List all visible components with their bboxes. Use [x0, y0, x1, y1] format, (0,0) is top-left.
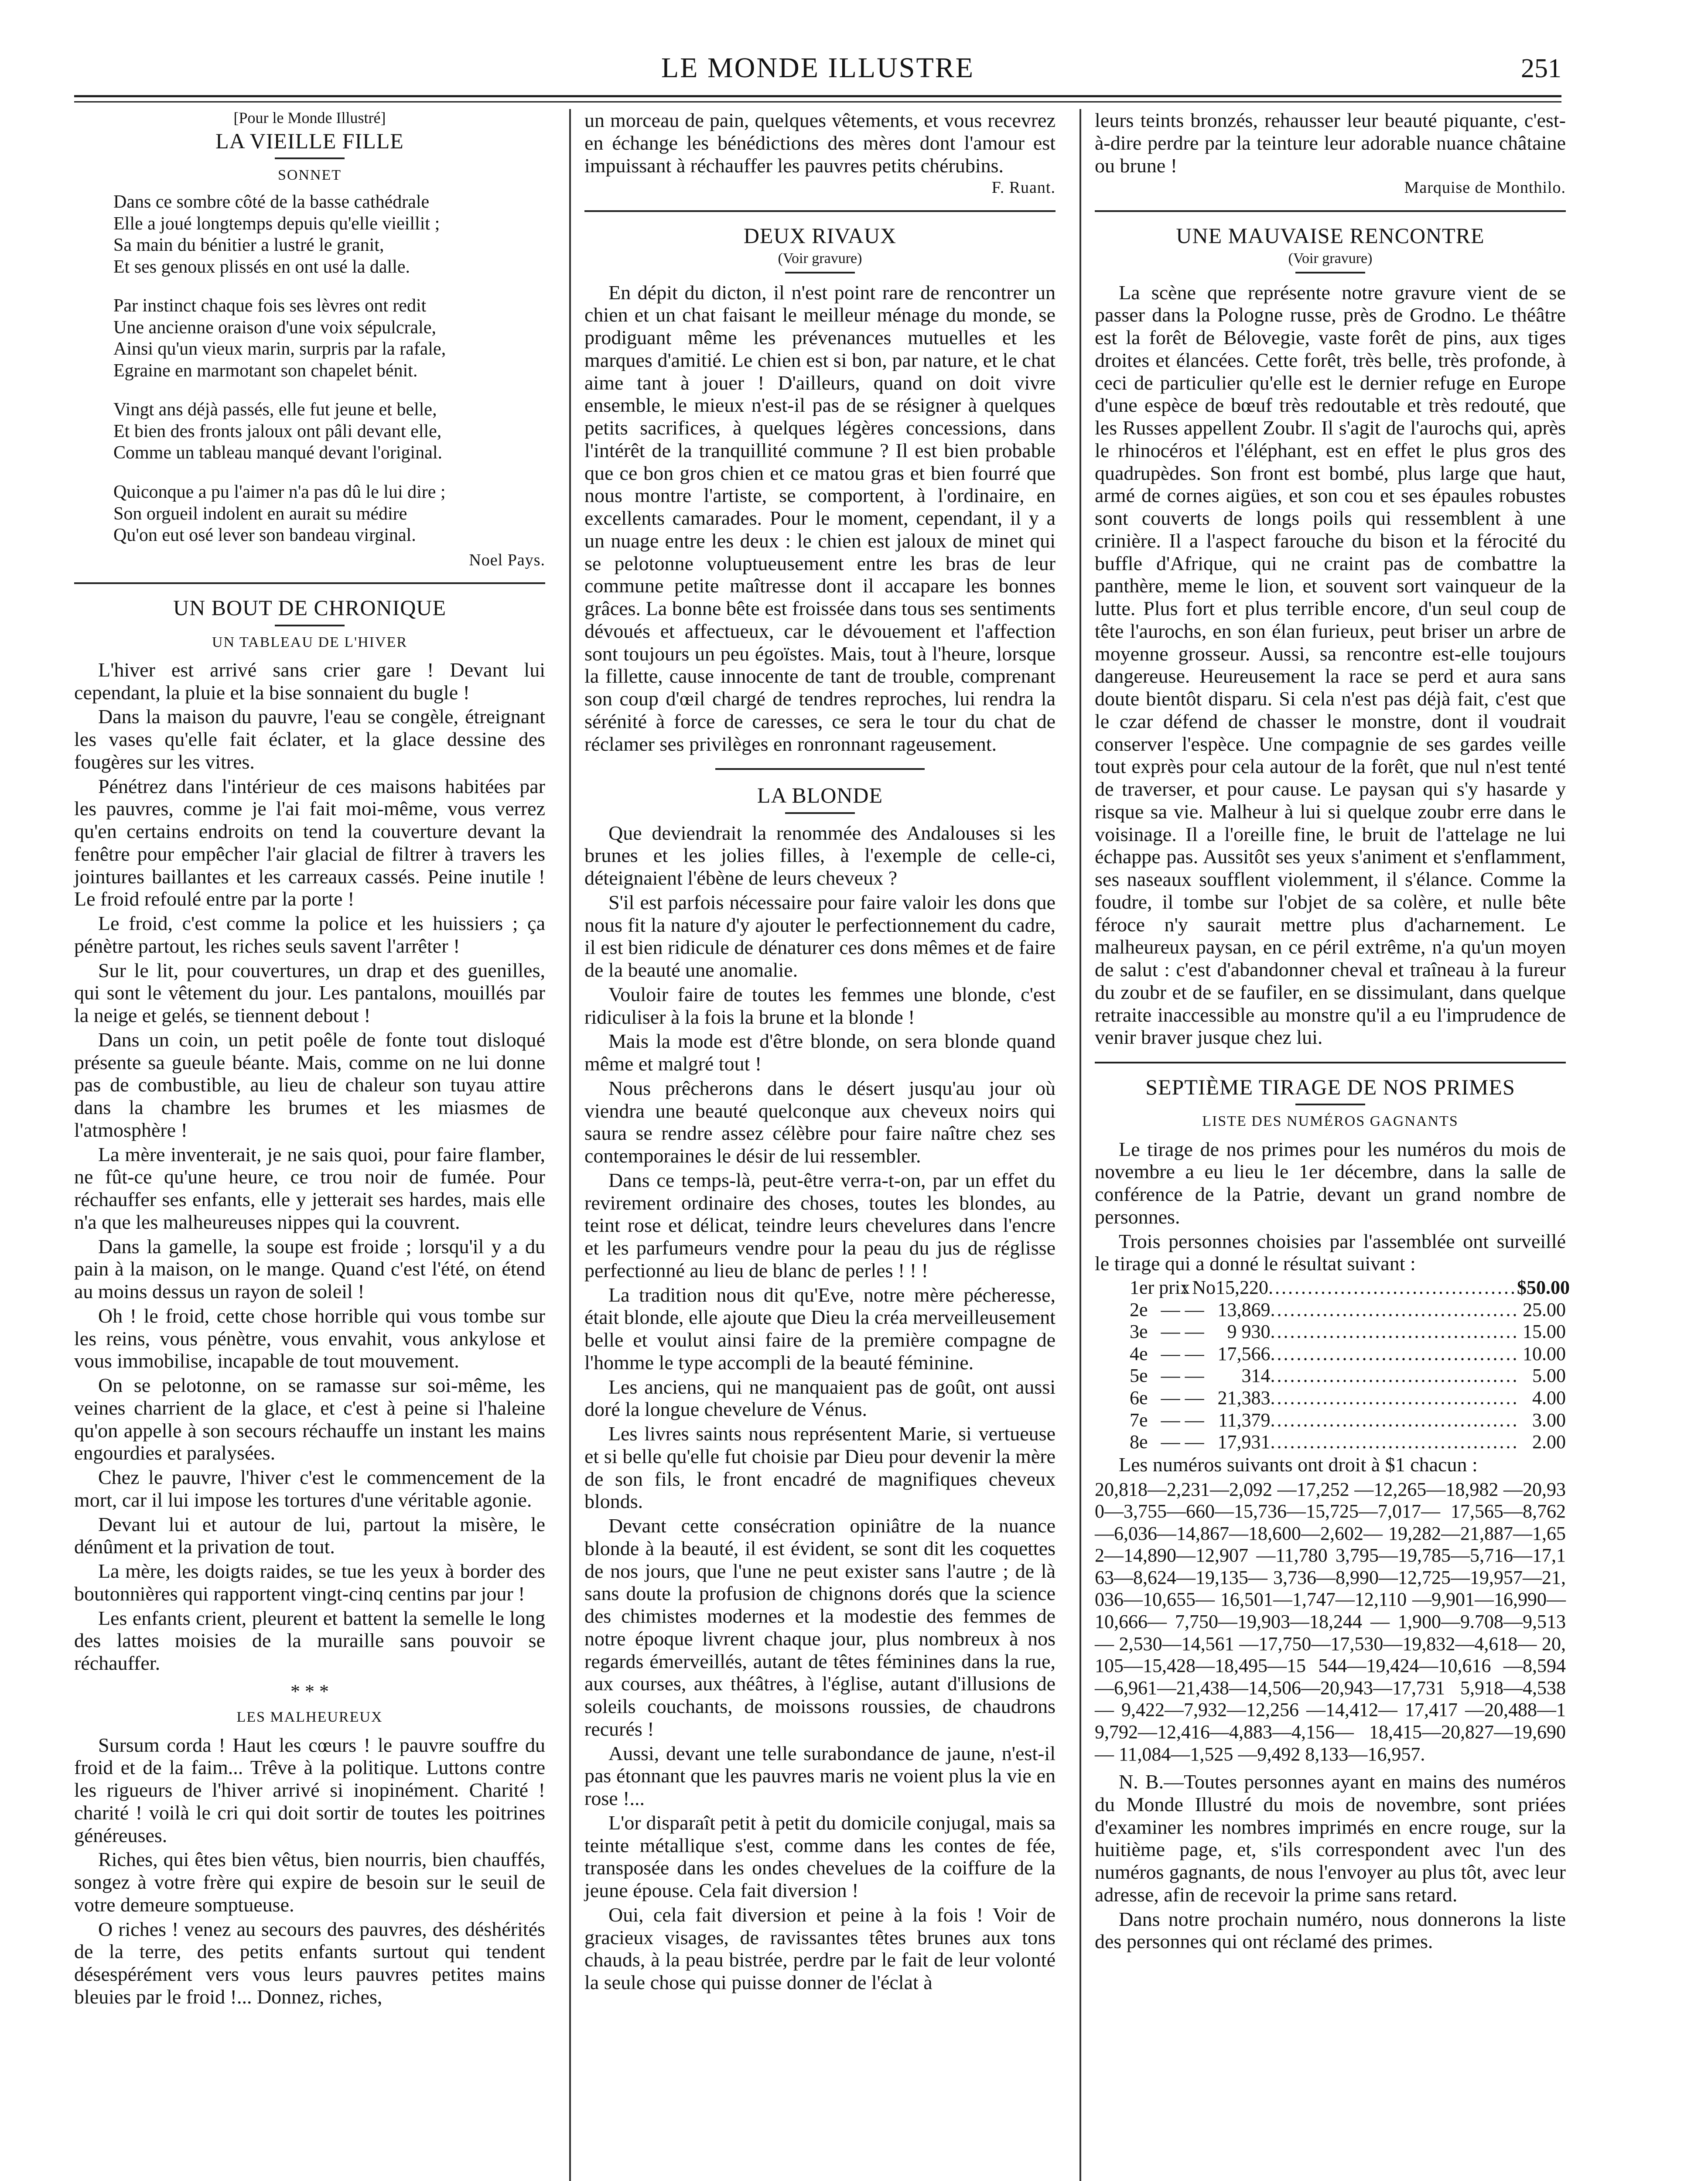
prize-rank: 6e [1130, 1387, 1148, 1408]
prize-number: 21,383 [1217, 1387, 1271, 1408]
prize-row [1095, 1387, 1566, 1409]
winning-numbers: 20,818—2,231—2,092 —17,252 —12,265—18,982 —20,930—3,755—660—15,736—15,725—7,017— 17,565—8,762—6,036—14,867—18,600—2,602— 19,282—21,887—1,652—14,890—12,907 —11,780 3,795—19,785—5,716—17,163—8,624—19,135— 3,736—8,990—12,725—19,957—21,036—10,655— 16,501—1,747—12,110 —9,901—16,990—10,666— 7,750—19,903—18,244 — 1,900—9.708—9,513— 2,530—14,561 —17,750—17,530—19,832—4,618— 20,105—15,428—18,495—15 544—19,424—10,616 —8,594—6,961—21,438—14,506—20,943—17,731 5,918—4,538 — 9,422—7,932—12,256 —14,412— 17,417 —20,488—19,792—12,416—4,883—4,156— 18,415—20,827—19,690 — 11,084—1,525 —9,492 8,133—16,957. [1095, 1478, 1566, 1765]
prize-amount: 2.00 [1532, 1431, 1566, 1453]
title-rule [785, 812, 855, 814]
prize-label: — — [1161, 1343, 1204, 1364]
section-rule [584, 210, 1056, 212]
prize-table [1095, 1277, 1570, 1453]
leader-dots: ...................................... [1270, 1365, 1519, 1387]
prize-row [1095, 1365, 1566, 1387]
article-title: DEUX RIVAUX [743, 223, 897, 248]
paragraph: Le froid, c'est comme la police et les huissiers ; ça pénètre partout, les riches seuls savent l'arrêter ! [74, 912, 545, 957]
title-rule [275, 625, 345, 626]
verse-line: Qu'on eut osé lever son bandeau virginal. [113, 525, 416, 546]
column-2 [584, 109, 1056, 1996]
paragraph: Dans un coin, un petit poêle de fonte tout disloqué présente sa gueule béante. Mais, comme on ne lui donne pas de combustible, au lieu de chaleur son tuyau attire dans la chambre les brumes et les miasmes de l'atmosphère ! [74, 1028, 545, 1141]
title-rule [275, 157, 345, 159]
paragraph: Les enfants crient, pleurent et battent la semelle le long des lattes moisies de la muraille sans pouvoir se réchauffer. [74, 1607, 545, 1675]
verse-line: Par instinct chaque fois ses lèvres ont redit [113, 296, 427, 316]
article-subtitle: UN TABLEAU DE L'HIVER [212, 634, 407, 650]
paragraph: Dans la maison du pauvre, l'eau se congèle, étreignant les vases qu'elle fait éclater, et la glace dessine des fougères sur les vitres. [74, 705, 545, 773]
paragraph: Sursum corda ! Haut les cœurs ! le pauvre souffre du froid et de la faim... Trêve à la politique. Luttons contre les rigueurs de l'hiver arrivé si inopinément. Charité ! charité ! voilà le cri qui doit sortir de toutes les poitrines généreuses. [74, 1733, 545, 1846]
prize-number: 15,220 [1216, 1277, 1268, 1298]
poem-title: LA VIEILLE FILLE [215, 128, 404, 153]
paragraph: Sur le lit, pour couvertures, un drap et des guenilles, qui sont le vêtement du jour. Les pantalons, mouillés par la neige et gelés, se tiennent debout ! [74, 959, 545, 1027]
article-signature: F. Ruant. [991, 178, 1056, 197]
paragraph: En dépit du dicton, il n'est point rare de rencontrer un chien et un chat faisant le meilleur ménage du monde, se prodiguant même les prévenances mutuelles et les marques d'amitié. Le chien est si bon, par nature, et le chat aime tant à jouer ! D'ailleurs, quand on doit vivre ensemble, le mieux n'est-il pas de se résigner à quelques petits sacrifices, à quelques légères concessions, dans l'intérêt de la tranquillité commune ? Il est bien probable que ce bon gros chien et ce matou gras et bien fourré que nous montre l'artiste, se comportent, à l'ordinaire, en excellents camarades. Pour le moment, cependant, il y a un nuage entre les deux : le chien est jaloux de minet qui se pelotonne voluptueusement entre les bras de leur commune petite maîtresse dont il accapare les bonnes grâces. La bonne bête est froissée dans tous ses sentiments dévoués et affectueux, car le dévouement et l'affection sont toujours un peu égoïstes. Mais, tout à l'heure, lorsque la fillette, cause innocente de tant de trouble, comprenant son coup d'œil chargé de tendres reproches, lui rendra la sérénité à force de caresses, ce sera le tour du chat de réclamer ses privilèges en ronronnant rageusement. [584, 281, 1056, 755]
prize-amount: $50.00 [1517, 1277, 1570, 1298]
paragraph: Aussi, devant une telle surabondance de jaune, n'est-il pas étonnant que les pauvres maris ne voient plus la vie en rose !... [584, 1742, 1056, 1809]
paragraph: Oh ! le froid, cette chose horrible qui vous tombe sur les reins, vous pénètre, vous envahit, vous ankylose et vous immobilise, incapable de tout mouvement. [74, 1304, 545, 1372]
section-rule [74, 582, 545, 584]
prize-row [1095, 1277, 1570, 1299]
prize-label: — — [1161, 1299, 1204, 1320]
title-rule [1295, 272, 1365, 273]
prize-label: — — [1161, 1321, 1204, 1343]
prize-amount: 15.00 [1523, 1321, 1566, 1343]
paragraph: L'hiver est arrivé sans crier gare ! Devant lui cependant, la pluie et la bise sonnaient du bugle ! [74, 658, 545, 704]
poem-subtitle: SONNET [277, 167, 342, 183]
prize-number: 17,566 [1217, 1343, 1271, 1364]
paragraph: La scène que représente notre gravure vient de se passer dans la Pologne russe, près de Grodno. Le théâtre est la forêt de Bélovegie, vaste forêt de pins, aux tiges droites et élancées. Cette forêt, très belle, très profonde, à ceci de particulier qu'elle est le dernier refuge en Europe d'une espèce de bœuf très redoutable et très redouté, que les Russes appellent Zoubr. Il s'agit de l'aurochs qui, après le rhinocéros et l'éléphant, est en effet le plus gros des quadrupèdes. Son front est bombé, plus large que haut, armé de cornes aigües, et son cou et ses épaules robustes sont couverts de longs poils qui ressemblent à une crinière. Il a l'aspect farouche du bison et la férocité du buffle d'Afrique, qui ne craint pas de combattre la panthère, meme le lion, et souvent sort vainqueur de la lutte. Plus fort et plus terrible encore, d'un seul coup de tête l'aurochs, en son élan furieux, peut briser un arbre de moyenne grosseur. Aussi, sa rencontre est-elle toujours dangereuse. Heureusement la race se perd et aura sans doute bientôt disparu. Si cela n'est pas déjà fait, c'est que le czar défend de chasser le monstre, dont il voudrait conserver l'espèce. Une compagnie de ses gardes veille tout exprès pour cela autour de la forêt, que nul n'est tenté de traverser, et pour cause. Le paysan qui s'y hasarde y risque sa vie. Malheur à lui si quelque zoubr erre dans le voisinage. Il a l'oreille fine, le bruit de l'attelage ne lui échappe pas. Aussitôt ses yeux s'animent et s'enflamment, ses naseaux soufflent violemment, il s'élance. Comme la foudre, il tombe sur l'objet de sa colère, et nulle bête féroce n'y saurait mettre plus d'acharnement. Le malheureux paysan, en ce péril extrême, n'a qu'un moyen de salut : c'est d'abandonner cheval et traîneau à la fureur du zoubr et de se faufiler, en se dissimulant, dans quelque retraite inaccessible au monstre qu'il a eu l'imprudence de venir braver jusque chez lui. [1095, 281, 1566, 1049]
article-signature: Marquise de Monthilo. [1404, 178, 1566, 197]
poem-credit: [Pour le Monde Illustré] [233, 109, 386, 126]
column-divider [1079, 109, 1081, 2181]
prize-amount: 5.00 [1532, 1365, 1566, 1387]
paragraph: Dans la gamelle, la soupe est froide ; lorsqu'il y a du pain à la maison, on le mange. Quand c'est l'été, on étend au moins dessus un rayon de soleil ! [74, 1235, 545, 1303]
newspaper-title: LE MONDE ILLUSTRE [661, 52, 975, 84]
prize-number: 11,379 [1218, 1409, 1271, 1431]
paragraph: Pénétrez dans l'intérieur de ces maisons habitées par les pauvres, comme je l'ai fait moi-même, vous verrez qu'en certains endroits on tend la couverture devant la fenêtre pour empêcher l'air glacial de filtrer à travers les jointures baillantes et les carreaux cassés. Peine inutile ! Le froid refoulé entre par la porte ! [74, 775, 545, 910]
paragraph: Dans ce temps-là, peut-être verra-t-on, par un effet du revirement ordinaire des choses, toutes les blondes, au teint rose et délicat, teindre leurs chevelures dans l'encre et les parfumeurs vendre pour la peau du jus de réglisse perfectionné au lieu de blanc de perles ! ! ! [584, 1169, 1056, 1282]
prize-label: — — [1161, 1387, 1204, 1408]
article-subtitle: (Voir gravure) [778, 250, 862, 267]
paragraph: La mère inventerait, je ne sais quoi, pour faire flamber, ne fût-ce qu'une heure, ce trou noir de fumée. Pour réchauffer ses enfants, elle y jetterait ses hardes, mais elle n'a que les malheureuses nippes qui la couvrent. [74, 1143, 545, 1233]
verse-line: Dans ce sombre côté de la basse cathédrale [113, 192, 430, 212]
paragraph: Nous prêcherons dans le désert jusqu'au jour où viendra une beauté quelconque aux cheveux noirs qui saura se rendre assez célèbre pour faire naître chez ses contemporaines le désir de lui ressembler. [584, 1077, 1056, 1167]
leader-dots: ...................................... [1270, 1343, 1519, 1364]
leader-dots: ...................................... [1270, 1409, 1519, 1431]
prize-amount: 25.00 [1523, 1299, 1566, 1320]
paragraph: Oui, cela fait diversion et peine à la fois ! Voir de gracieux visages, de ravissantes têtes brunes aux tons chauds, à la peau bistrée, perdre par le fait de leur volonté la seule chose qui puisse donner de l'éclat à [584, 1903, 1056, 1993]
masthead-rule [74, 95, 1561, 97]
leader-dots: ...................................... [1270, 1387, 1519, 1408]
paragraph: On se pelotonne, on se ramasse sur soi-même, les veines charrient de la glace, et c'est à peine si l'haleine qu'on appelle à son secours réchauffe un instant les mains engourdies et paralysées. [74, 1374, 545, 1464]
paragraph: Devant lui et autour de lui, partout la misère, le dénûment et la privation de tout. [74, 1513, 545, 1558]
prize-rank: 7e [1130, 1409, 1148, 1431]
paragraph: Que deviendrait la renommée des Andalouses si les brunes et les jolies filles, à l'exemple de celle-ci, déteignaient l'ébène de leurs cheveux ? [584, 821, 1056, 889]
prize-amount: 3.00 [1532, 1409, 1566, 1431]
verse-line: Vingt ans déjà passés, elle fut jeune et belle, [113, 400, 437, 420]
paragraph: Chez le pauvre, l'hiver c'est le commencement de la mort, car il lui impose les tortures d'une véritable agonie. [74, 1466, 545, 1511]
leader-dots: ...................................... [1270, 1431, 1519, 1453]
verse-line: Ainsi qu'un vieux marin, surpris par la rafale, [113, 339, 446, 359]
article-subtitle: LES MALHEUREUX [236, 1709, 383, 1726]
paragraph: un morceau de pain, quelques vêtements, et vous recevrez en échange les bénédictions des mères dont l'amour est impuissant à réchauffer les pauvres petits chérubins. [584, 109, 1056, 177]
stanza [113, 191, 545, 278]
prize-amount: 4.00 [1532, 1387, 1566, 1408]
stanza [113, 399, 545, 464]
article-title: UN BOUT DE CHRONIQUE [173, 595, 446, 620]
prize-rank: 4e [1130, 1343, 1148, 1364]
verse-line: Son orgueil indolent en aurait su médire [113, 503, 407, 524]
paragraph: La mère, les doigts raides, se tue les yeux à border des boutonnières qui rapportent vingt-cinq centins par jour ! [74, 1560, 545, 1605]
section-rule [1095, 1062, 1566, 1063]
column-divider [569, 109, 571, 2181]
prize-rank: 3e [1130, 1321, 1148, 1343]
prize-number: 13,869 [1217, 1299, 1271, 1320]
paragraph: Les numéros suivants ont droit à $1 chacun : [1119, 1453, 1478, 1476]
section-rule [715, 768, 925, 770]
column-1 [74, 109, 545, 2010]
prize-row [1095, 1321, 1566, 1343]
prize-label: — — [1161, 1409, 1204, 1431]
prize-row [1095, 1299, 1566, 1321]
paragraph: Vouloir faire de toutes les femmes une blonde, c'est ridiculiser à la fois la brune et la blonde ! [584, 983, 1056, 1028]
paragraph: Riches, qui êtes bien vêtus, bien nourris, bien chauffés, songez à votre frère qui expire de besoin sur le seuil de votre demeure somptueuse. [74, 1848, 545, 1916]
leader-dots: ...................................... [1268, 1277, 1517, 1298]
prize-label: — — [1161, 1431, 1204, 1453]
prize-row [1095, 1431, 1566, 1453]
paragraph: Les livres saints nous représentent Marie, si vertueuse et si belle qu'elle fut choisie par Dieu pour devenir la mère de son fils, le front encadré de magnifiques cheveux blonds. [584, 1422, 1056, 1513]
prize-label: : No [1182, 1277, 1216, 1298]
paragraph: Dans notre prochain numéro, nous donnerons la liste des personnes qui ont réclamé des primes. [1095, 1908, 1566, 1953]
prize-row [1095, 1409, 1566, 1432]
paragraph: O riches ! venez au secours des pauvres, des déshérités de la terre, des petits enfants surtout qui tendent désespérément vers vous leurs pauvres petites mains bleuies par le froid !... Donnez, riches, [74, 1918, 545, 2008]
article-subtitle: LISTE DES NUMÉROS GAGNANTS [1202, 1113, 1459, 1130]
column-3 [1095, 109, 1570, 1955]
masthead [74, 47, 1561, 104]
stanza [113, 482, 545, 547]
paragraph: Le tirage de nos primes pour les numéros du mois de novembre a eu lieu le 1er décembre, dans la salle de conférence de la Patrie, devant un grand nombre de personnes. [1095, 1138, 1566, 1228]
article-title: LA BLONDE [757, 783, 883, 808]
page-number: 251 [1521, 54, 1561, 83]
prize-amount: 10.00 [1523, 1343, 1566, 1364]
poem-signature: Noel Pays. [469, 550, 545, 569]
prize-row [1095, 1343, 1566, 1365]
paragraph: leurs teints bronzés, rehausser leur beauté piquante, c'est-à-dire perdre par la teinture leur adorable nuance châtaine ou brune ! [1095, 109, 1566, 177]
prize-rank: 1er prix [1130, 1277, 1190, 1298]
paragraph: S'il est parfois nécessaire pour faire valoir les dons que nous fit la nature d'y ajouter le perfectionnement du cadre, il est bien ridicule de dénaturer ces dons mêmes et de faire de la beauté une anomalie. [584, 891, 1056, 981]
prize-label: — — [1161, 1365, 1204, 1387]
prize-number: 17,931 [1217, 1431, 1271, 1453]
paragraph: Devant cette consécration opiniâtre de la nuance blonde à la beauté, il est évident, se sont dit les coquettes de nos jours, que l'une ne peut exister sans l'autre ; de là sans doute la profusion de chignons dorés que la science des chimistes modernes et la modestie des femmes de notre époque livrent chaque jour, plus nombreux à nos regards émerveillés, autant de têtes féminines dans la rue, aux courses, aux théâtres, à l'église, autant d'illusions de soleils couchants, de moissons roussies, de chaudrons recurés ! [584, 1514, 1056, 1740]
paragraph: Mais la mode est d'être blonde, on sera blonde quand même et malgré tout ! [584, 1030, 1056, 1075]
verse-line: Et ses genoux plissés en ont usé la dalle. [113, 256, 410, 277]
prize-rank: 8e [1130, 1431, 1148, 1453]
prize-rank: 2e [1130, 1299, 1148, 1320]
verse-line: Quiconque a pu l'aimer n'a pas dû le lui dire ; [113, 482, 446, 503]
paragraph: La tradition nous dit qu'Eve, notre mère pécheresse, était blonde, elle ajoute que Dieu la créa merveilleusement belle et voulut ainsi faire de la première compagne de l'homme le type accompli de la beauté féminine. [584, 1283, 1056, 1374]
prize-number: 314 [1241, 1365, 1271, 1387]
article-title: UNE MAUVAISE RENCONTRE [1176, 223, 1485, 248]
stanza [113, 295, 545, 382]
prize-number: 9 930 [1227, 1321, 1271, 1343]
article-title: SEPTIÈME TIRAGE DE NOS PRIMES [1145, 1075, 1515, 1099]
verse-line: Une ancienne oraison d'une voix sépulcrale, [113, 317, 436, 338]
paragraph: N. B.—Toutes personnes ayant en mains des numéros du Monde Illustré du mois de novembre, sont priées d'examiner les nombres imprimés en encre rouge, sur la huitième page, et, s'ils correspondent avec l'un des numéros gagnants, de nous l'envoyer au plus tôt, avec leur adresse, afin de recevoir la prime sans retard. [1095, 1771, 1566, 1906]
verse-line: Sa main du bénitier a lustré le granit, [113, 235, 384, 256]
verse-line: Comme un tableau manqué devant l'original. [113, 443, 443, 463]
paragraph: L'or disparaît petit à petit du domicile conjugal, mais sa teinte métallique s'est, comme dans les contes de fée, transposée dans les ondes chevelues de la coiffure de la jeune épouse. Cela fait diversion ! [584, 1811, 1056, 1901]
masthead-rule-thin [74, 101, 1561, 103]
verse-line: Elle a joué longtemps depuis qu'elle vieillit ; [113, 213, 440, 234]
title-rule [1295, 1104, 1365, 1105]
title-rule [785, 272, 855, 273]
verse-line: Et bien des fronts jaloux ont pâli devant elle, [113, 421, 442, 441]
verse-line: Egraine en marmotant son chapelet bénit. [113, 360, 418, 381]
section-rule [1095, 210, 1566, 212]
paragraph: Trois personnes choisies par l'assemblée ont surveillé le tirage qui a donné le résultat suivant : [1095, 1230, 1566, 1275]
paragraph: Les anciens, qui ne manquaient pas de goût, ont aussi doré la longue chevelure de Vénus. [584, 1375, 1056, 1421]
section-stars: * * * [290, 1680, 329, 1702]
article-subtitle: (Voir gravure) [1288, 250, 1373, 267]
leader-dots: ...................................... [1270, 1299, 1519, 1320]
prize-rank: 5e [1130, 1365, 1148, 1387]
leader-dots: ...................................... [1270, 1321, 1519, 1343]
